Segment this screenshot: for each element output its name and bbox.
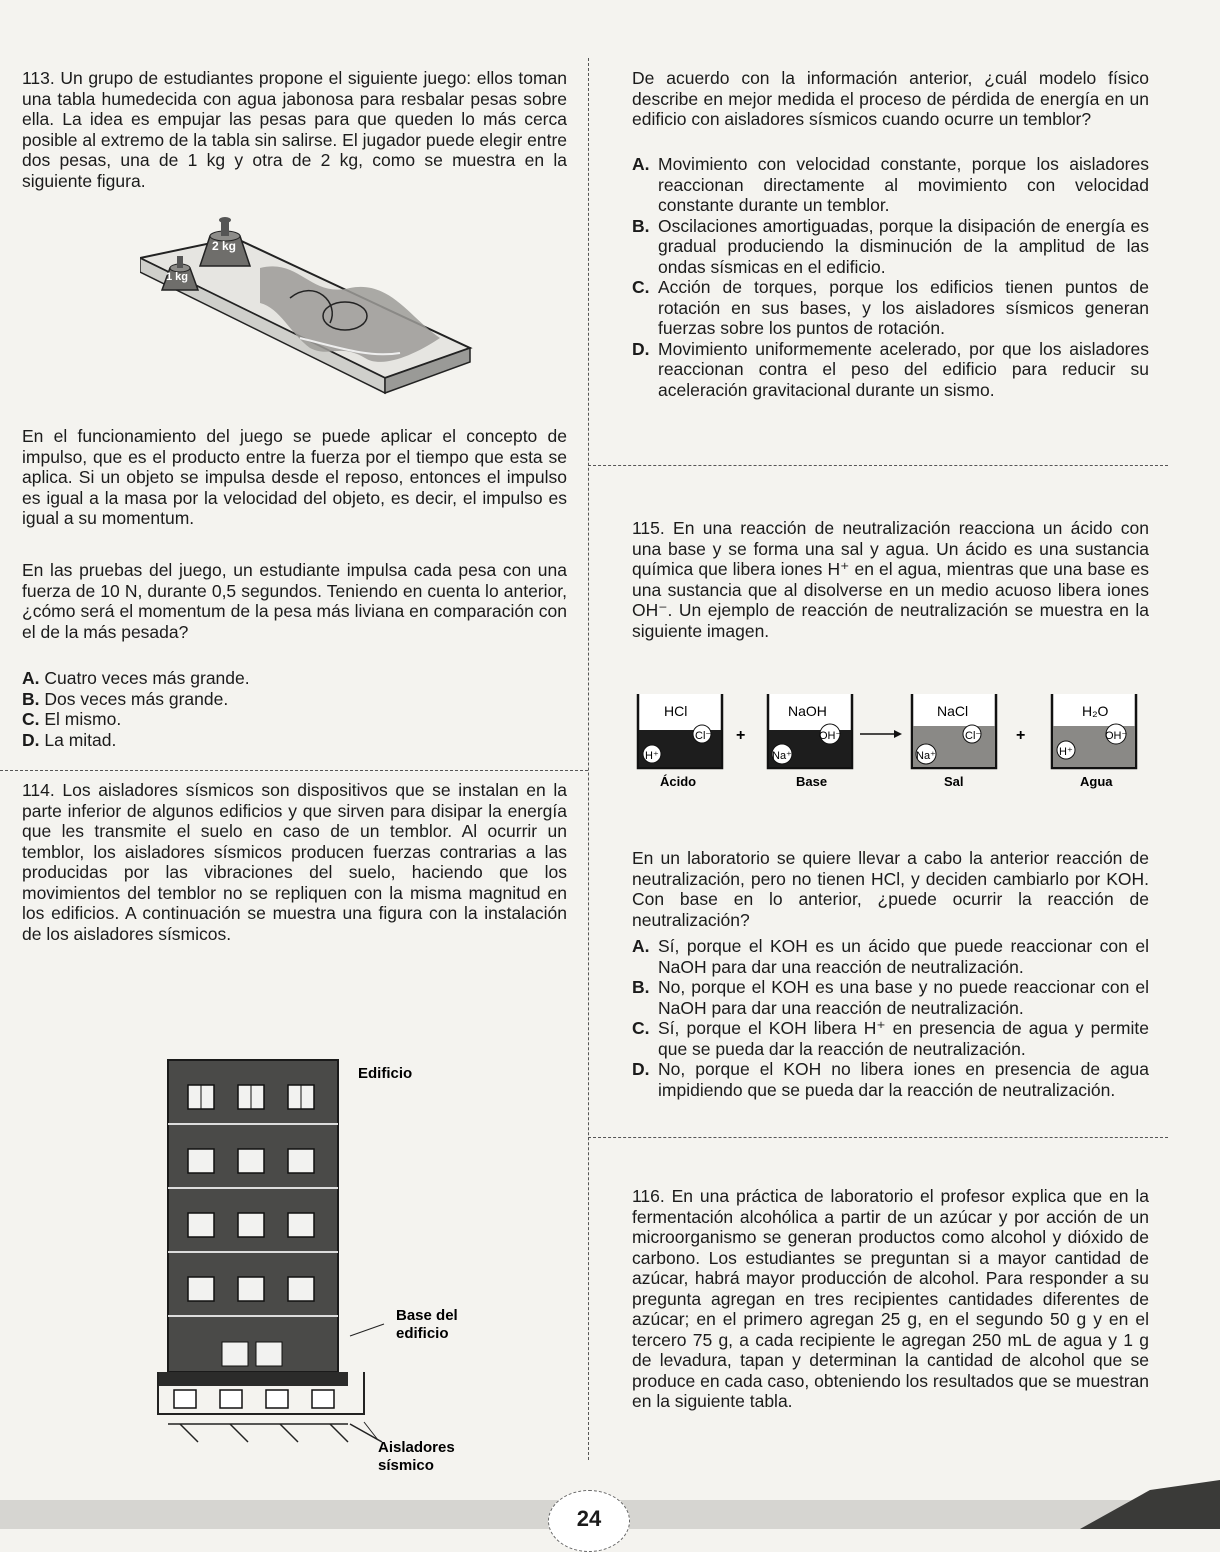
option-text: Movimiento con velocidad constante, porque los aisladores reaccionan directamente al movimiento con velocidad constante durante un temblor. <box>658 154 1149 215</box>
page-number: 24 <box>548 1490 630 1552</box>
q115-option-c[interactable] <box>632 1018 1149 1059</box>
option-text: Oscilaciones amortiguadas, porque la disipación de energía es gradual produciendo la disminución de la amplitud de las ondas sísmicas en el edificio. <box>658 215 1149 277</box>
building-isolators-figure <box>150 1050 490 1480</box>
label-building: Edificio <box>358 1065 413 1082</box>
q113-option-c[interactable] <box>22 709 567 730</box>
q113-option-b[interactable] <box>22 689 567 710</box>
question-114-intro: 114. Los aisladores sísmicos son dispositivos que se instalan en la parte inferior de algunos edificios y que sirven para disipar la energía que les transmite el suelo en caso de un temblor. Al ocurrir un temblor, los aisladores sísmicos producen fuerzas contrarias a las producidas por las vibraciones del suelo, haciendo que los movimientos del temblor no se repliquen con la misma magnitud en los edificios. A continuación se muestra una figura con la instalación de los aisladores sísmicos. <box>22 780 567 944</box>
beaker-base <box>768 694 852 789</box>
option-text: Movimiento uniformemente acelerado, por que los aisladores reaccionan contra el peso del edificio para reducir su aceleración gravitacional durante un sismo. <box>658 338 1149 400</box>
question-113-intro: 113. Un grupo de estudiantes propone el siguiente juego: ellos toman una tabla humedecida con agua jabonosa para resbalar pesas sobre ella. La idea es empujar las pesas para que queden lo más cerca posible al extremo de la tabla sin salirse. El jugador puede elegir entre dos pesas, una de 1 kg y otra de 2 kg, como se muestra en la siguiente figura. <box>22 68 567 191</box>
q115-option-b[interactable] <box>632 977 1149 1018</box>
label-base-1: Base del <box>396 1307 458 1324</box>
q115-option-d[interactable] <box>632 1059 1149 1100</box>
option-text: Acción de torques, porque los edificios tienen puntos de rotación en sus bases, y los aisladores sísmicos generan fuerzas sobre los puntos de rotación. <box>658 277 1149 338</box>
plus-2: + <box>1016 727 1026 744</box>
question-116-intro-block <box>632 1186 1149 1412</box>
ion-cl-product: Cl⁻ <box>965 730 982 742</box>
soap-board-figure <box>140 208 480 418</box>
option-letter: C. <box>22 709 40 729</box>
question-115-question: En un laboratorio se quiere llevar a cabo la anterior reacción de neutralización, pero no tienen HCl, y deciden cambiarlo por KOH. Con base en lo anterior, ¿puede ocurrir la reacción de neutralización? <box>632 848 1149 930</box>
question-113-concept-block <box>22 426 567 529</box>
question-116-intro: 116. En una práctica de laboratorio el profesor explica que en la fermentación alcohólica a partir de un azúcar y por acción de un microorganismo se generan productos como alcohol y dióxido de carbono. Los estudiantes se preguntan si a mayor cantidad de azúcar, habrá mayor producción de alcohol. Para responder a su pregunta agregan en tres recipientes cantidades diferentes de azúcar; en el primero agregan 25 g, en el segundo 50 g y en el tercero 75 g, a cada recipiente le agregan 250 mL de agua y 1 g de levadura, tapan y determinan la cantidad de alcohol que se produce en cada caso, obteniendo los resultados que se muestran en la siguiente tabla. <box>632 1186 1149 1411</box>
question-113-concept: En el funcionamiento del juego se puede aplicar el concepto de impulso, que es el producto entre la fuerza por el tiempo que esta se aplica. Si un objeto se impulsa desde el reposo, entonces el impulso es igual a la masa por la velocidad del objeto, es decir, el impulso es igual a su momentum. <box>22 426 567 528</box>
option-letter: A. <box>632 154 650 174</box>
option-letter: B. <box>22 688 40 709</box>
label-nacl: NaCl <box>937 703 969 719</box>
q115-option-a[interactable] <box>632 936 1149 977</box>
label-isolators-1: Aisladores <box>378 1439 455 1456</box>
label-water: Agua <box>1080 774 1113 789</box>
question-113-question: En las pruebas del juego, un estudiante impulsa cada pesa con una fuerza de 10 N, durante 0,5 segundos. Teniendo en cuenta lo anterior, ¿cómo será el momentum de la pesa más liviana en comparación con el de la más pesada? <box>22 560 567 642</box>
label-base-2: edificio <box>396 1325 449 1342</box>
option-letter: A. <box>22 668 40 688</box>
divider-q115-q116 <box>588 1137 1168 1138</box>
option-letter: A. <box>632 936 650 956</box>
label-acid: Ácido <box>660 774 697 789</box>
divider-q114-q115 <box>588 465 1168 466</box>
ion-oh: OH⁻ <box>819 730 842 742</box>
question-113-intro-block <box>22 68 567 191</box>
question-114-question-block <box>632 68 1149 130</box>
ion-oh-product: OH⁻ <box>1105 730 1128 742</box>
label-h2o: H₂O <box>1082 703 1109 719</box>
beaker-water <box>1052 694 1136 789</box>
q114-option-c[interactable] <box>632 277 1149 339</box>
question-113-options <box>22 668 567 750</box>
option-text: El mismo. <box>44 709 122 729</box>
option-text: Dos veces más grande. <box>44 688 229 709</box>
question-115-options <box>632 936 1149 1100</box>
label-naoh: NaOH <box>788 703 827 719</box>
question-115-question-block <box>632 848 1149 930</box>
label-1kg: 1 kg <box>166 271 189 283</box>
ion-cl: Cl⁻ <box>695 730 712 742</box>
beaker-salt <box>912 694 996 789</box>
q114-option-d[interactable] <box>632 339 1149 401</box>
option-text: No, porque el KOH no libera iones en presencia de agua impidiendo que se pueda dar la reacción de neutralización. <box>658 1059 1149 1100</box>
option-text: La mitad. <box>44 729 117 750</box>
label-isolators-2: sísmico <box>378 1457 434 1474</box>
option-letter: C. <box>632 277 650 297</box>
option-text: Sí, porque el KOH es un ácido que puede reaccionar con el NaOH para dar una reacción de neutralización. <box>658 936 1149 977</box>
option-text: No, porque el KOH es una base y no puede reaccionar con el NaOH para dar una reacción de neutralización. <box>658 977 1149 1018</box>
question-114-intro-block <box>22 780 567 944</box>
option-letter: C. <box>632 1018 650 1038</box>
ion-h: H⁺ <box>645 750 659 762</box>
label-salt: Sal <box>944 774 964 789</box>
q114-option-b[interactable] <box>632 216 1149 278</box>
q114-option-a[interactable] <box>632 154 1149 216</box>
ion-na-product: Na⁺ <box>916 750 936 762</box>
option-letter: B. <box>632 977 650 997</box>
label-base: Base <box>796 774 828 789</box>
divider-q113-q114 <box>0 770 588 771</box>
q113-option-d[interactable] <box>22 730 567 751</box>
question-113-question-block <box>22 560 567 642</box>
corner-decoration <box>1040 1480 1220 1529</box>
seismic-isolators <box>174 1390 334 1408</box>
question-115-intro-block <box>632 518 1149 641</box>
question-115-intro: 115. En una reacción de neutralización reacciona un ácido con una base y se forma una sal y agua. Un ácido es una sustancia química que libera iones H⁺ en el agua, mientras que una base es una sustancia que al disolverse en un medio acuoso libera iones OH⁻. Un ejemplo de reacción de neutralización se muestra en la siguiente imagen. <box>632 518 1149 641</box>
ion-na: Na⁺ <box>772 750 792 762</box>
label-hcl: HCl <box>664 703 688 719</box>
option-text: Cuatro veces más grande. <box>44 668 250 688</box>
q113-option-a[interactable] <box>22 668 567 689</box>
ion-h-product: H⁺ <box>1059 746 1073 758</box>
beaker-acid <box>638 694 722 789</box>
label-2kg: 2 kg <box>212 239 237 253</box>
neutralization-figure <box>632 690 1152 790</box>
question-114-options <box>632 154 1149 400</box>
weight-2kg <box>200 217 250 266</box>
option-text: Sí, porque el KOH libera H⁺ en presencia de agua y permite que se pueda dar la reacción de neutralización. <box>658 1018 1149 1059</box>
plus-1: + <box>736 727 746 744</box>
option-letter: D. <box>632 1059 650 1079</box>
option-letter: D. <box>632 338 650 359</box>
option-letter: D. <box>22 729 40 750</box>
option-letter: B. <box>632 215 650 236</box>
column-divider <box>588 58 589 1460</box>
question-114-question: De acuerdo con la información anterior, ¿cuál modelo físico describe en mejor medida el proceso de pérdida de energía en un edificio con aisladores sísmicos cuando ocurre un temblor? <box>632 68 1149 129</box>
